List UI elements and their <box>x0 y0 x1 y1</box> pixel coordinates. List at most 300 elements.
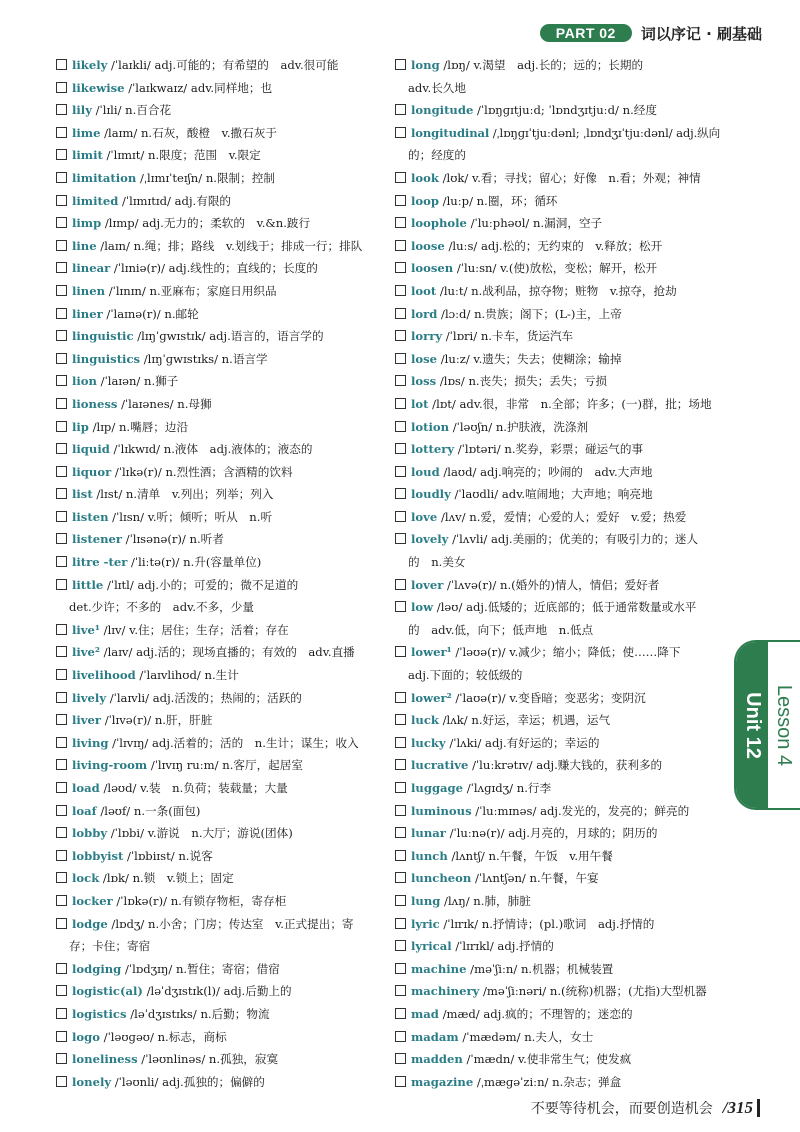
entry-phonetic: /ləʊf/ <box>96 803 134 818</box>
vocab-entry <box>395 867 720 890</box>
entry-definition: n.肝，肝脏 <box>154 713 213 728</box>
vocab-entry <box>56 1003 374 1026</box>
entry-headword: lovely <box>411 532 449 547</box>
checkbox-icon <box>56 240 67 251</box>
entry-phonetic: /ləˈdʒɪstɪks/ <box>126 1006 201 1021</box>
entry-headword: lyric <box>411 916 440 931</box>
entry-headword: look <box>411 170 439 185</box>
entry-headword: liquor <box>72 464 112 479</box>
vocab-entry <box>56 1026 374 1049</box>
entry-phonetic: /ˈlɒkə(r)/ <box>112 893 171 908</box>
entry-headword: lily <box>72 103 92 118</box>
vocab-entry <box>56 506 374 529</box>
entry-phonetic: /luːs/ <box>444 238 481 253</box>
entry-phonetic: /ˈluːnə(r)/ <box>445 826 509 841</box>
vocab-entry <box>395 506 720 529</box>
checkbox-icon <box>56 737 67 748</box>
unit-label-box <box>736 642 768 808</box>
checkbox-icon <box>56 488 67 499</box>
entry-headword: luck <box>411 713 439 728</box>
vocab-entry <box>395 800 720 823</box>
vocab-entry <box>56 144 374 167</box>
entry-phonetic: /ˌlɒŋɡɪˈtjuːdənl; ˌlɒndʒɪˈtjuːdənl/ <box>489 125 677 140</box>
checkbox-icon <box>395 59 406 70</box>
vocab-entry <box>395 235 720 258</box>
entry-phonetic: /ˈlɪkwɪd/ <box>109 442 164 457</box>
entry-headword: lunch <box>411 848 448 863</box>
checkbox-icon <box>56 895 67 906</box>
entry-phonetic: /ˈlɪvə(r)/ <box>101 713 155 728</box>
vocab-entry <box>56 235 374 258</box>
entry-headword: loop <box>411 193 439 208</box>
entry-definition: adj.美丽的；优美的；有吸引力的；迷人 <box>491 532 699 547</box>
entry-definition: n.孤独，寂寞 <box>208 1052 279 1067</box>
entry-phonetic: /ˈləʊə(r)/ <box>451 645 510 660</box>
vocab-entry <box>395 822 720 845</box>
checkbox-icon <box>56 421 67 432</box>
lesson-label: Lesson 4 <box>773 684 796 766</box>
vocab-entry <box>56 845 374 868</box>
entry-phonetic: /ˈluːmɪnəs/ <box>471 803 541 818</box>
page-number-bar <box>757 1099 760 1117</box>
vocab-entry <box>56 687 374 710</box>
checkbox-icon <box>395 330 406 341</box>
entry-headword: madam <box>411 1029 459 1044</box>
entry-definition: n.烈性酒；含酒精的饮料 <box>165 464 293 479</box>
entry-definition: n.标志，商标 <box>157 1029 227 1044</box>
vocab-entry-continuation <box>395 551 720 574</box>
entry-definition: n.生计 <box>204 668 239 683</box>
entry-definition: adj.有好运的；幸运的 <box>485 735 600 750</box>
entry-definition: adj.活着的；活的 n.生计；谋生；收入 <box>152 735 359 750</box>
entry-phonetic: /laɪm/ <box>100 125 141 140</box>
checkbox-icon <box>56 511 67 522</box>
vocab-entry <box>56 664 374 687</box>
entry-headword: magazine <box>411 1074 474 1089</box>
entry-headword: lottery <box>411 442 455 457</box>
entry-headword: logo <box>72 1029 100 1044</box>
entry-definition: n.暂住；寄宿；借宿 <box>175 961 280 976</box>
entry-definition: n.漏洞，空子 <box>533 216 603 231</box>
vocab-entry-continuation <box>56 935 374 958</box>
entry-phonetic: /lʌv/ <box>437 509 470 524</box>
checkbox-icon <box>395 533 406 544</box>
vocab-entry <box>56 167 374 190</box>
vocab-entry <box>395 980 720 1003</box>
entry-headword: lime <box>72 125 101 140</box>
checkbox-icon <box>56 172 67 183</box>
entry-headword: lose <box>411 351 438 366</box>
entry-phonetic: /ˈlɪrɪkl/ <box>451 939 498 954</box>
entry-phonetic: /ləʊ/ <box>433 600 467 615</box>
entry-definition: adj.后勤上的 <box>223 984 292 999</box>
entry-headword: luncheon <box>411 871 472 886</box>
entry-headword: logistic(al) <box>72 984 143 999</box>
footer-slogan: 不要等待机会，而要创造机会 <box>530 1101 713 1117</box>
entry-phonetic: /ˈlʌvli/ <box>448 532 491 547</box>
checkbox-icon <box>395 963 406 974</box>
checkbox-icon <box>395 466 406 477</box>
entry-definition: n.好运，幸运；机遇，运气 <box>471 713 611 728</box>
vocab-entry <box>395 1048 720 1071</box>
entry-phonetic: /ˈlɒŋɡɪtjuːd; ˈlɒndʒɪtjuːd/ <box>473 103 623 118</box>
entry-definition: adj.纵向 <box>676 125 721 140</box>
entry-phonetic: /lɒŋ/ <box>439 58 474 72</box>
entry-definition: n.经度 <box>622 103 657 118</box>
entry-headword: lioness <box>72 396 118 411</box>
entry-headword: mad <box>411 1006 439 1021</box>
vocab-entry <box>56 416 374 439</box>
entry-definition: adj.活的；现场直播的；有效的 adv.直播 <box>136 645 355 660</box>
checkbox-icon <box>56 82 67 93</box>
entry-headword: lock <box>72 871 100 886</box>
vocab-entry <box>56 483 374 506</box>
vocab-entry <box>395 122 720 145</box>
entry-headword: lorry <box>411 329 443 344</box>
vocab-entry <box>56 822 374 845</box>
entry-definition: n.亚麻布；家庭日用织品 <box>149 283 277 298</box>
checkbox-icon <box>395 579 406 590</box>
entry-definition: n.听者 <box>189 532 224 547</box>
entry-headword: lion <box>72 374 97 389</box>
checkbox-icon <box>395 646 406 657</box>
entry-phonetic: /lɪŋˈɡwɪstɪks/ <box>140 351 222 366</box>
checkbox-icon <box>56 285 67 296</box>
checkbox-icon <box>395 240 406 251</box>
entry-definition: n.有锁存物柜，寄存柜 <box>170 893 287 908</box>
entry-phonetic: /lɒk/ <box>99 871 133 886</box>
checkbox-icon <box>395 1031 406 1042</box>
checkbox-icon <box>395 421 406 432</box>
entry-definition: v.装 n.负荷；装载量；大量 <box>140 781 288 795</box>
vocab-entry <box>56 348 374 371</box>
entry-headword: long <box>411 58 440 72</box>
entry-phonetic: /ˈlaɪkwaɪz/ <box>124 80 191 95</box>
entry-phonetic: /məˈʃiːnəri/ <box>479 984 550 999</box>
entry-headword: lung <box>411 893 441 908</box>
checkbox-icon <box>56 375 67 386</box>
right-column <box>395 54 720 1093</box>
checkbox-icon <box>395 872 406 883</box>
entry-definition: n.午餐，午饭 v.用午餐 <box>488 848 613 863</box>
entry-definition: adj.语言的，语言学的 <box>209 329 324 344</box>
checkbox-icon <box>56 533 67 544</box>
entry-definition: n.限度；范围 v.限定 <box>148 148 261 163</box>
entry-headword: limit <box>72 148 103 163</box>
entry-headword: loot <box>411 283 437 298</box>
checkbox-icon <box>56 827 67 838</box>
entry-headword: live¹ <box>72 622 100 637</box>
entry-headword: little <box>72 577 104 592</box>
entry-definition: n.说客 <box>178 848 213 863</box>
checkbox-icon <box>395 601 406 612</box>
entry-phonetic: /lʌntʃ/ <box>447 848 489 863</box>
entry-headword: lover <box>411 577 444 592</box>
vocab-entry <box>56 461 374 484</box>
vocab-entry <box>395 1026 720 1049</box>
checkbox-icon <box>395 285 406 296</box>
lesson-label-box <box>768 642 800 808</box>
entry-phonetic: /ˈlaʊə(r)/ <box>451 690 510 705</box>
entry-phonetic: /ˈlɪsənə(r)/ <box>121 532 190 547</box>
checkbox-icon <box>56 330 67 341</box>
entry-definition: n.夫人，女士 <box>524 1029 594 1044</box>
checkbox-icon <box>56 104 67 115</box>
checkbox-icon <box>395 443 406 454</box>
entry-definition: n.客厅，起居室 <box>222 758 303 773</box>
entry-definition: n.圈，环；循环 <box>476 193 558 208</box>
entry-phonetic: /ˈləʊɡəʊ/ <box>99 1029 158 1044</box>
vocab-entry <box>395 280 720 303</box>
entry-definition: v.使非常生气；使发疯 <box>517 1052 632 1067</box>
entry-phonetic: /lɪmp/ <box>101 216 143 231</box>
entry-headword: loosen <box>411 261 454 276</box>
entry-phonetic: /ˈlʌntʃən/ <box>471 871 530 886</box>
vocab-entry <box>395 461 720 484</box>
vocab-entry <box>395 257 720 280</box>
entry-definition: n.语言学 <box>221 351 268 366</box>
entry-phonetic: /ˈləʊnli/ <box>111 1074 163 1089</box>
entry-phonetic: /ˌlɪmɪˈteɪʃn/ <box>136 170 206 185</box>
entry-phonetic: /ˈlaɪvli/ <box>106 690 153 705</box>
entry-phonetic: /lʌk/ <box>438 713 472 728</box>
entry-phonetic: /laʊd/ <box>439 464 481 479</box>
entry-phonetic: /ləˈdʒɪstɪk(l)/ <box>142 984 224 999</box>
entry-definition: n.丧失；损失；丢失；亏损 <box>468 374 608 389</box>
entry-definition: v.看；寻找；留心；好像 n.看；外观；神情 <box>472 170 701 185</box>
checkbox-icon <box>56 1008 67 1019</box>
vocab-entry <box>56 619 374 642</box>
entry-definition: adj.可能的；有希望的 adv.很可能 <box>154 58 339 72</box>
entry-definition: n.(统称)机器；(尤指)大型机器 <box>549 984 707 999</box>
checkbox-icon <box>395 1008 406 1019</box>
entry-phonetic: /ˈluːphəʊl/ <box>466 216 534 231</box>
vocab-entry <box>395 890 720 913</box>
entry-phonetic: /ˈlɒdʒɪŋ/ <box>121 961 176 976</box>
entry-headword: linguistics <box>72 351 141 366</box>
entry-headword: lucky <box>411 735 446 750</box>
entry-headword: locker <box>72 893 113 908</box>
entry-phonetic: /ˈlɪrɪk/ <box>439 916 482 931</box>
entry-definition: n.锁 v.锁上；固定 <box>132 871 234 886</box>
vocab-entry <box>395 935 720 958</box>
entry-headword: loose <box>411 238 445 253</box>
checkbox-icon <box>56 353 67 364</box>
entry-definition: n.抒情诗；(pl.)歌词 adj.抒情的 <box>481 916 655 931</box>
entry-headword: lord <box>411 306 438 321</box>
entry-definition: n.绳；排；路线 v.划线于；排成一行；排队 <box>133 238 363 253</box>
entry-phonetic: /ˈlɪmɪtɪd/ <box>118 193 175 208</box>
entry-phonetic: /ˈlɪvɪŋ ruːm/ <box>147 758 223 773</box>
vocab-entry <box>395 212 720 235</box>
entry-definition: v.减少；缩小；降低；使……降下 <box>509 645 681 660</box>
entry-headword: loaf <box>72 803 97 818</box>
checkbox-icon <box>395 1076 406 1087</box>
entry-definition: adj.松的；无约束的 v.释放；松开 <box>481 238 663 253</box>
part-badge: PART 02 <box>540 24 632 42</box>
entry-headword: living-room <box>72 758 148 773</box>
checkbox-icon <box>395 172 406 183</box>
checkbox-icon <box>395 850 406 861</box>
vocab-entry <box>395 754 720 777</box>
checkbox-icon <box>56 556 67 567</box>
checkbox-icon <box>395 985 406 996</box>
vocab-entry <box>56 709 374 732</box>
entry-headword: low <box>411 600 434 615</box>
entry-headword: lobbyist <box>72 848 124 863</box>
vocab-entry <box>56 370 374 393</box>
vocab-entry <box>395 393 720 416</box>
vocab-entry <box>395 596 720 619</box>
checkbox-icon <box>56 850 67 861</box>
checkbox-icon <box>56 669 67 680</box>
checkbox-icon <box>56 149 67 160</box>
entry-phonetic: /ˈlɒbi/ <box>107 826 148 841</box>
entry-phonetic: /laɪn/ <box>96 238 134 253</box>
entry-phonetic: /ˈlaɪvlihʊd/ <box>135 668 205 683</box>
entry-definition: adj.发光的，发亮的；鲜亮的 <box>540 803 690 818</box>
entry-definition: n.母狮 <box>177 396 212 411</box>
vocab-entry <box>56 800 374 823</box>
entry-headword: listen <box>72 509 109 524</box>
checkbox-icon <box>56 646 67 657</box>
entry-phonetic: /lɔːd/ <box>437 306 475 321</box>
entry-phonetic: /luːt/ <box>436 283 472 298</box>
entry-headword: logistics <box>72 1006 127 1021</box>
checkbox-icon <box>395 1053 406 1064</box>
entry-phonetic: /ˈlaɪkli/ <box>107 58 155 72</box>
vocab-entry <box>56 867 374 890</box>
entry-phonetic: /ˈliːtə(r)/ <box>127 555 184 570</box>
vocab-entry <box>395 438 720 461</box>
entry-phonetic: /ˈmædn/ <box>462 1052 518 1067</box>
entry-definition: n.(婚外的)情人，情侣；爱好者 <box>500 577 660 592</box>
entry-definition: adj.抒情的 <box>497 939 554 954</box>
page-footer <box>531 1098 760 1118</box>
checkbox-icon <box>56 443 67 454</box>
entry-definition: adv.喧闹地；大声地；响亮地 <box>501 487 653 502</box>
checkbox-icon <box>56 759 67 770</box>
entry-definition: n.石灰，酸橙 v.撒石灰于 <box>140 125 277 140</box>
checkbox-icon <box>395 375 406 386</box>
entry-phonetic: /ˈlaʊdli/ <box>450 487 502 502</box>
vocab-entry <box>56 122 374 145</box>
entry-headword: lip <box>72 419 89 434</box>
entry-headword: love <box>411 509 438 524</box>
entry-headword: madden <box>411 1052 463 1067</box>
vocab-entry <box>56 190 374 213</box>
entry-phonetic: /ˈluːkrətɪv/ <box>468 758 537 773</box>
vocab-entry <box>395 913 720 936</box>
entry-headword: luminous <box>411 803 472 818</box>
entry-phonetic: /luːp/ <box>438 193 477 208</box>
entry-phonetic: /ˈlɒri/ <box>442 329 481 344</box>
entry-phonetic: /ˈlɪtl/ <box>103 577 138 592</box>
entry-definition: adj.低矮的；近底部的；低于通常数量或水平 <box>466 600 697 615</box>
entry-phonetic: /ˈlɪkə(r)/ <box>111 464 166 479</box>
vocab-entry-continuation <box>395 664 720 687</box>
vocab-entry <box>395 574 720 597</box>
checkbox-icon <box>395 488 406 499</box>
checkbox-icon <box>395 353 406 364</box>
entry-headword: machinery <box>411 984 480 999</box>
entry-phonetic: /ˈlɪnɪn/ <box>105 283 150 298</box>
entry-phonetic: /mæd/ <box>438 1006 484 1021</box>
entry-definition: v.住；居住；生存；活着；存在 <box>129 622 289 637</box>
entry-definition: n.机器；机械装置 <box>520 961 614 976</box>
checkbox-icon <box>56 127 67 138</box>
entry-headword: likewise <box>72 80 125 95</box>
entry-definition: v.遗失；失去；使糊涂；输掉 <box>473 351 622 366</box>
checkbox-icon <box>395 895 406 906</box>
entry-definition: n.奖券，彩票；碰运气的事 <box>504 442 644 457</box>
vocab-entry <box>395 348 720 371</box>
entry-definition: 存；卡住；寄宿 <box>69 939 151 954</box>
entry-headword: living <box>72 735 109 750</box>
entry-headword: livelihood <box>72 668 136 683</box>
vocab-entry <box>56 958 374 981</box>
entry-phonetic: /lɒt/ <box>428 396 460 411</box>
vocab-entry <box>56 303 374 326</box>
entry-definition: n.液体 adj.液体的；液态的 <box>163 442 313 457</box>
entry-headword: limitation <box>72 170 137 185</box>
entry-phonetic: /ləʊd/ <box>99 781 141 795</box>
entry-definition: v.(使)放松，变松；解开，松开 <box>500 261 658 276</box>
vocab-entry <box>395 845 720 868</box>
vocab-entry <box>395 1003 720 1026</box>
unit-side-tab <box>734 640 800 810</box>
entry-definition: n.小舍；门房；传达室 v.正式提出；寄 <box>148 916 354 931</box>
vocab-entry <box>56 732 374 755</box>
checkbox-icon <box>395 262 406 273</box>
entry-phonetic: /ˈlɪniə(r)/ <box>110 261 169 276</box>
checkbox-icon <box>395 759 406 770</box>
checkbox-icon <box>395 940 406 951</box>
checkbox-icon <box>56 872 67 883</box>
vocab-entry <box>395 709 720 732</box>
checkbox-icon <box>56 692 67 703</box>
entry-definition: n.护肤液，洗涤剂 <box>495 419 589 434</box>
checkbox-icon <box>395 782 406 793</box>
entry-phonetic: /ˈlaɪənes/ <box>117 396 178 411</box>
entry-headword: loss <box>411 374 437 389</box>
checkbox-icon <box>56 579 67 590</box>
entry-headword: machine <box>411 961 467 976</box>
checkbox-icon <box>56 59 67 70</box>
entry-headword: limp <box>72 216 102 231</box>
vocab-entry <box>395 732 720 755</box>
entry-phonetic: /ˈlɒtəri/ <box>454 442 505 457</box>
checkbox-icon <box>56 195 67 206</box>
entry-headword: line <box>72 238 97 253</box>
checkbox-icon <box>56 466 67 477</box>
entry-definition: n.杂志；弹盒 <box>552 1074 622 1089</box>
entry-definition: n.午餐，午宴 <box>529 871 599 886</box>
entry-headword: loudly <box>411 487 451 502</box>
entry-headword: lonely <box>72 1074 112 1089</box>
entry-phonetic: /ˌmæɡəˈziːn/ <box>473 1074 553 1089</box>
entry-phonetic: /lɒdʒ/ <box>107 916 149 931</box>
entry-definition: n.限制；控制 <box>205 170 275 185</box>
entry-headword: loneliness <box>72 1052 138 1067</box>
entry-definition: adj.孤独的；偏僻的 <box>162 1074 265 1089</box>
entry-headword: longitude <box>411 103 474 118</box>
entry-phonetic: /ˈlaɪən/ <box>96 374 145 389</box>
entry-phonetic: /ˈlɪli/ <box>91 103 126 118</box>
entry-definition: adv.长久地 <box>408 80 466 95</box>
vocab-entry <box>56 212 374 235</box>
entry-definition: adv.很，非常 n.全部；许多；(一)群，批；场地 <box>459 396 712 411</box>
